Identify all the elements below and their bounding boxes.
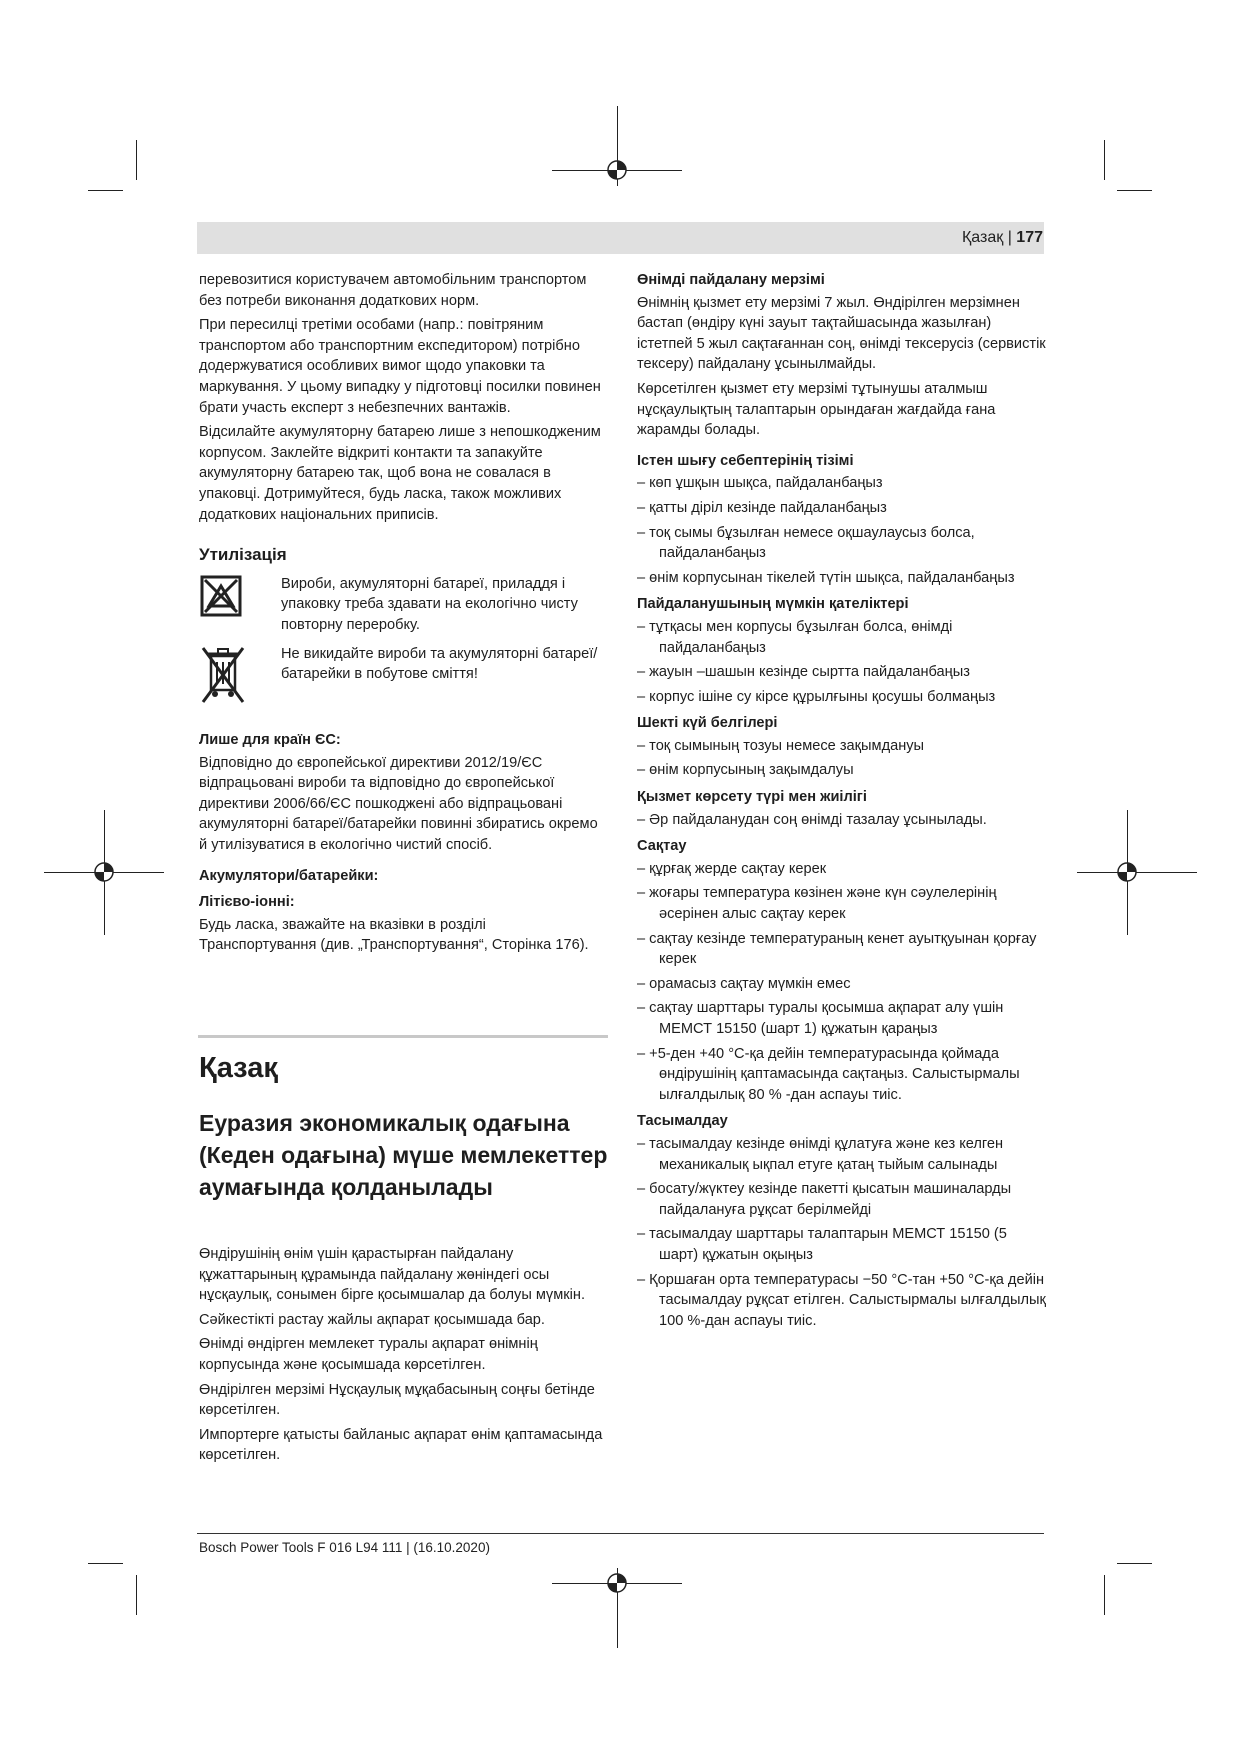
list-item: – қатты діріл кезінде пайдаланбаңыз bbox=[637, 498, 1047, 519]
page-number: 177 bbox=[1016, 229, 1043, 246]
battery-heading: Акумулятори/батарейки: bbox=[199, 867, 379, 884]
user-errors-list bbox=[637, 617, 1047, 707]
limit-state-heading: Шекті күй белгілері bbox=[637, 715, 778, 732]
storage-list bbox=[637, 859, 1047, 1106]
list-item: – Әр пайдаланудан соң өнімді тазалау ұсынылады. bbox=[637, 810, 1047, 831]
paragraph: перевозитися користувачем автомобільним транспортом без потреби виконання додаткових норм. bbox=[199, 272, 587, 309]
list-item: – тоқ сымының тозуы немесе зақымдануы bbox=[637, 736, 1047, 757]
crossed-bin-icon bbox=[199, 644, 281, 713]
weee-text: Не викидайте вироби та акумуляторні батареї/батарейки в побутове сміття! bbox=[281, 645, 598, 683]
crosshair-icon bbox=[605, 1571, 629, 1595]
transport-heading: Тасымалдау bbox=[637, 1113, 728, 1130]
paragraph: Өнімді өндірген мемлекет туралы ақпарат өнімнің корпусында және қосымшада көрсетілген. bbox=[199, 1336, 538, 1373]
section-intro bbox=[199, 1244, 611, 1470]
list-item: – өнім корпусының зақымдалуы bbox=[637, 760, 1047, 781]
storage-heading: Сақтау bbox=[637, 838, 687, 855]
footer-rule bbox=[197, 1533, 1044, 1534]
limit-state-list bbox=[637, 736, 1047, 781]
crosshair-icon bbox=[1115, 860, 1139, 884]
paragraph: Відповідно до європейської директиви 2012/19/ЄС відпрацьовані вироби та відповідно до європейської директиви 2006/66/ЄС пошкоджені або відпрацьовані акумуляторні батареї/батарейки повинні збиратись окремо й утилізуватися в екологічно чистий спосіб. bbox=[199, 754, 598, 854]
crosshair-icon bbox=[92, 860, 116, 884]
failure-causes-heading: Істен шығу себептерінің тізімі bbox=[637, 452, 854, 469]
paragraph: Будь ласка, зважайте на вказівки в розділі Транспортування (див. „Транспортування“, Сторінка 176). bbox=[199, 916, 589, 954]
service-life-heading: Өнімді пайдалану мерзімі bbox=[637, 272, 825, 288]
header-separator: | bbox=[1007, 229, 1012, 246]
section-title: Қазақ bbox=[199, 1052, 278, 1084]
paragraph: При пересилці третіми особами (напр.: повітряним транспортом або транспортним експедитором) потрібно додержуватися особливих вимог щодо упаковки та маркування. У цьому випадку у підготовці посилки повинен брати участь експерт з небезпечних вантажів. bbox=[199, 317, 601, 416]
page-header bbox=[962, 229, 1043, 247]
list-item: – босату/жүктеу кезінде пакетті қысатын машиналарды пайдалануға рұқсат берілмейді bbox=[637, 1179, 1047, 1220]
paragraph: Өндірушінің өнім үшін қарастырған пайдалану құжаттарының құрамында пайдалану жөніндегі осы нұсқаулық, сонымен бірге қосымшалар да болуы мүмкін. bbox=[199, 1246, 585, 1304]
maintenance-list bbox=[637, 810, 1047, 831]
list-item: – жауын –шашын кезінде сыртта пайдаланбаңыз bbox=[637, 662, 1047, 683]
list-item: – жоғары температура көзінен және күн сәулелерінің әсерінен алыс сақтау керек bbox=[637, 883, 1047, 924]
weee-row bbox=[199, 644, 607, 713]
list-item: – тоқ сымы бұзылған немесе оқшаулаусыз болса, пайдаланбаңыз bbox=[637, 523, 1047, 564]
list-item: – тасымалдау шарттары талаптарын МЕМСТ 15150 (5 шарт) құжатын оқыңыз bbox=[637, 1224, 1047, 1265]
recycling-icon bbox=[199, 574, 281, 625]
list-item: – сақтау кезінде температураның кенет ауытқуынан қорғау керек bbox=[637, 929, 1047, 970]
disposal-heading: Утилізація bbox=[199, 545, 287, 565]
list-item: – көп ұшқын шықса, пайдаланбаңыз bbox=[637, 473, 1047, 494]
list-item: – корпус ішіне су кірсе құрылғыны қосушы болмаңыз bbox=[637, 687, 1047, 708]
transport-list bbox=[637, 1134, 1047, 1331]
maintenance-heading: Қызмет көрсету түрі мен жиілігі bbox=[637, 789, 867, 806]
paragraph: Відсилайте акумуляторну батарею лише з непошкодженим корпусом. Заклейте відкриті контакти та запакуйте акумуляторну батарею так, щоб вона не совалася в упаковці. Дотримуйтеся, будь ласка, також можливих додаткових національних приписів. bbox=[199, 424, 601, 523]
list-item: – өнім корпусынан тікелей түтін шықса, пайдаланбаңыз bbox=[637, 568, 1047, 589]
crosshair-icon bbox=[605, 158, 629, 182]
paragraph: Өнімнің қызмет ету мерзімі 7 жыл. Өндірілген мерзімнен бастап (өндіру күні зауыт тақтайшасында жазылған) істетпей 5 жыл сақтағаннан соң, өнімді тексерусіз (сервистік тексеру) пайдалану ұсынылмайды. bbox=[637, 294, 1046, 373]
paragraph: Өндірілген мерзімі Нұсқаулық мұқабасының соңғы бетінде көрсетілген. bbox=[199, 1381, 595, 1419]
recycling-row bbox=[199, 574, 607, 636]
user-errors-heading: Пайдаланушының мүмкін қателіктері bbox=[637, 596, 909, 613]
right-column bbox=[637, 270, 1047, 1335]
section-subtitle: Еуразия экономикалық одағына (Кеден одағына) мүше мемлекеттер аумағында қолданылады bbox=[199, 1110, 608, 1200]
paragraph: Сәйкестікті растау жайлы ақпарат қосымшада бар. bbox=[199, 1311, 545, 1328]
eu-heading: Лише для країн ЄС: bbox=[199, 732, 341, 749]
footer: Bosch Power Tools F 016 L94 111 | (16.10.2020) bbox=[199, 1540, 490, 1555]
page-header-band bbox=[197, 222, 1044, 254]
list-item: – тұтқасы мен корпусы бұзылған болса, өнімді пайдаланбаңыз bbox=[637, 617, 1047, 658]
recycling-text: Вироби, акумуляторні батареї, приладдя і упаковку треба здавати на екологічно чисту повторну переробку. bbox=[281, 575, 578, 633]
failure-causes-list bbox=[637, 473, 1047, 588]
list-item: – тасымалдау кезінде өнімді құлатуға және кез келген механикалық ықпал етуге қатаң тыйым салынады bbox=[637, 1134, 1047, 1175]
paragraph: Импортерге қатысты байланыс ақпарат өнім қаптамасында көрсетілген. bbox=[199, 1426, 603, 1464]
list-item: – орамасыз сақтау мүмкін емес bbox=[637, 974, 1047, 995]
section-divider bbox=[198, 1035, 608, 1038]
header-language: Қазақ bbox=[961, 229, 1004, 246]
list-item: – құрғақ жерде сақтау керек bbox=[637, 859, 1047, 880]
li-ion-heading: Літієво-іонні: bbox=[199, 894, 295, 911]
left-column bbox=[199, 270, 607, 960]
list-item: – +5-ден +40 °C-қа дейін температурасында қоймада өндірушінің қаптамасында сақтаңыз. Салыстырмалы ылғалдылық 80 % -дан аспауы тиіс. bbox=[637, 1044, 1047, 1106]
list-item: – сақтау шарттары туралы қосымша ақпарат алу үшін МЕМСТ 15150 (шарт 1) құжатын қараңыз bbox=[637, 998, 1047, 1039]
list-item: – Қоршаған орта температурасы −50 °C-тан +50 °C-қа дейін тасымалдау рұқсат етілген. Салыстырмалы ылғалдылық 100 %-дан аспауы тиіс. bbox=[637, 1270, 1047, 1332]
paragraph: Көрсетілген қызмет ету мерзімі тұтынушы аталмыш нұсқаулықтың талаптарын орындаған жағдайда ғана жарамды болады. bbox=[637, 380, 996, 439]
